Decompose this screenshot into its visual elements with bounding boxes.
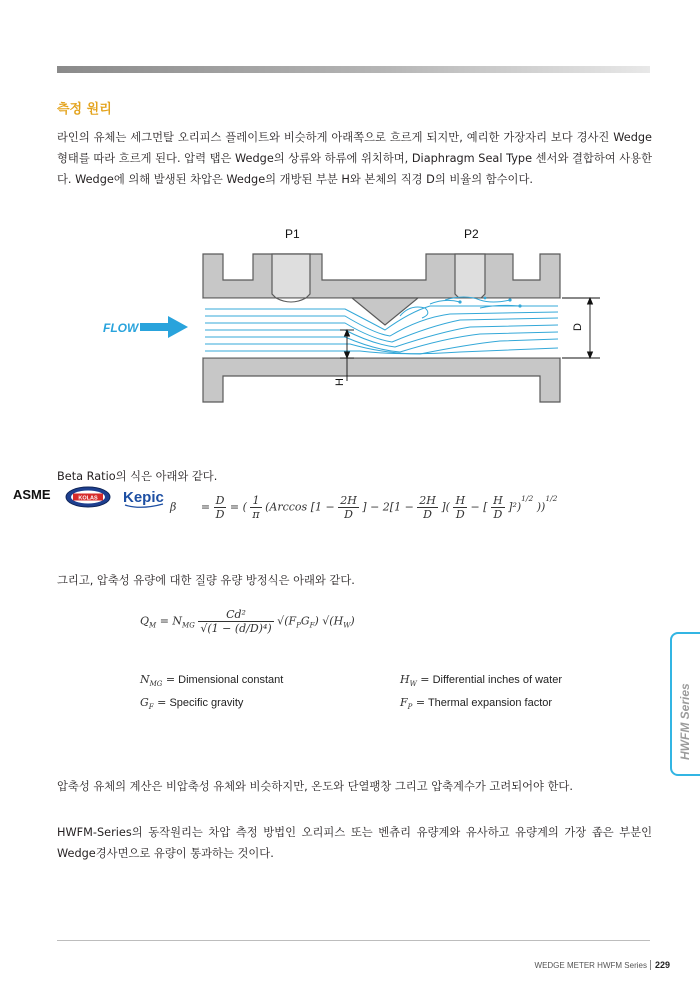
page-number: 229 <box>650 960 670 970</box>
section-title: 측정 원리 <box>57 102 112 117</box>
kolas-logo <box>65 486 111 508</box>
label-p2: P2 <box>464 227 479 241</box>
footer-rule <box>57 940 650 941</box>
kepic-logo-text: Kepic <box>123 489 164 506</box>
beta-intro-paragraph: Beta Ratio의 식은 아래와 같다. <box>57 470 218 483</box>
asme-logo: ASME <box>13 487 51 502</box>
definition-fp: $F_P$ = Thermal expansion factor <box>400 696 553 712</box>
definition-hw: $H_W$ = Differential inches of water <box>400 673 562 689</box>
flow-arrow-icon <box>140 316 188 338</box>
beta-ratio-equation: β = $\frac{D}{D}$ = ( $\frac{1}{\pi}$ (Arccos [1 − $\frac{2H}{D}$ ] − 2[1 − $\frac{2H}{D}$ ]( $\frac{H}{D}$ − [ $\frac{H}{D}$ ]²)$^{1/2}$ ))$^{1/2}$ <box>170 494 558 521</box>
series-side-tab-label: HWFM Series <box>678 683 692 760</box>
label-h: H <box>334 378 346 386</box>
mass-flow-equation: $Q_M = N_{MG}$ $\frac{\text{Cd²}}{\text{√(1 − (d/D)⁴)}}$ $√(F_PG_F)$ $√(H_W)$ <box>140 608 355 635</box>
definition-nmg: $N_{MG}$ = Dimensional constant <box>140 673 284 689</box>
page-footer <box>535 960 670 970</box>
label-d: D <box>572 323 584 331</box>
label-p1: P1 <box>285 227 300 241</box>
definition-gf: $G_F$ = Specific gravity <box>140 696 244 712</box>
label-flow: FLOW <box>103 321 139 335</box>
series-side-tab <box>670 632 700 776</box>
header-rule <box>57 66 650 73</box>
principle-paragraph: HWFM-Series의 동작원리는 차압 측정 방법인 오리피스 또는 벤츄리 유량계와 유사하고 유량계의 가장 좁은 부분인 Wedge경사면으로 유량이 통과하는 것이다. <box>57 826 652 860</box>
kolas-logo-text: KOLAS <box>78 495 98 502</box>
compressible-intro-paragraph: 그리고, 압축성 유량에 대한 질량 유량 방정식은 아래와 같다. <box>57 574 355 587</box>
kepic-logo <box>121 486 169 512</box>
wedge-meter-diagram <box>100 226 610 411</box>
footer-text: WEDGE METER HWFM Series <box>534 961 647 970</box>
intro-paragraph: 라인의 유체는 세그먼탈 오리피스 플레이트와 비슷하게 아래쪽으로 흐르게 되지만, 예리한 가장자리 보다 경사진 Wedge 형태를 따라 흐르게 된다. 압력 탭은 Wedge의 상류와 하류에 위치하며, Diaphragm Seal Type 센서와 결합하여 사용한다. Wedge에 의해 발생된 차압은 Wedge의 개방된 부분 H와 본체의 직경 D의 비율의 함수이다. <box>57 131 652 186</box>
compressible-note-paragraph: 압축성 유체의 계산은 비압축성 유체와 비슷하지만, 온도와 단열팽창 그리고 압축계수가 고려되어야 한다. <box>57 780 573 793</box>
